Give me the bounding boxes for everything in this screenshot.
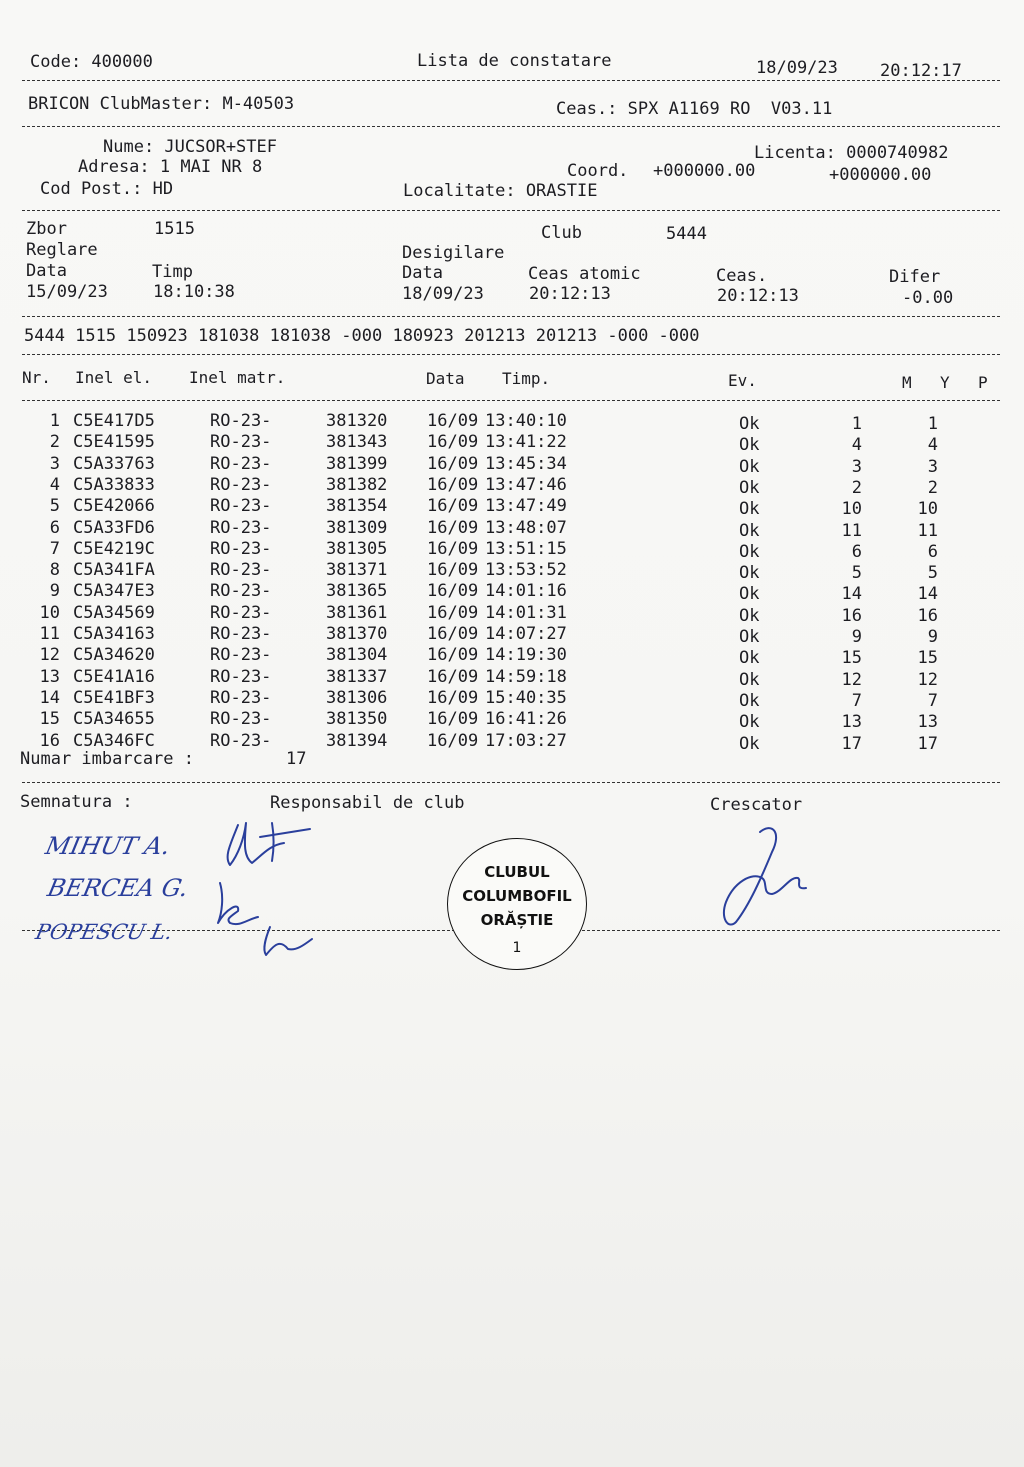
row-event: Ok — [739, 712, 760, 733]
row-ring-prefix: RO-23- — [210, 432, 272, 453]
row-inel-el: C5A346FC — [73, 730, 155, 751]
row-nr: 12 — [39, 645, 60, 666]
row-m: 16 — [841, 605, 862, 626]
row-inel-el: C5E41595 — [73, 432, 155, 453]
row-event: Ok — [739, 584, 760, 605]
row-y: 14 — [917, 584, 938, 605]
row-ring-prefix: RO-23- — [210, 687, 272, 708]
boarding-count-value: 17 — [286, 749, 307, 769]
row-date: 16/09 — [427, 730, 479, 751]
club-stamp — [447, 838, 587, 970]
row-ring-prefix: RO-23- — [210, 411, 272, 431]
code-label: Code: 400000 — [30, 52, 153, 72]
row-ring-prefix: RO-23- — [210, 453, 272, 474]
signature-label: Semnatura : — [20, 792, 133, 812]
reglare-timp-label: Timp — [152, 262, 193, 282]
reglare-data-label: Data — [26, 261, 67, 281]
row-y: 2 — [927, 477, 938, 498]
row-m: 7 — [851, 690, 862, 711]
row-ring-prefix: RO-23- — [210, 538, 272, 559]
row-y: 3 — [927, 456, 938, 477]
desig-clock-time: 20:12:13 — [717, 286, 799, 306]
row-time: 13:41:22 — [485, 432, 567, 453]
row-nr: 7 — [49, 538, 60, 559]
stamp-line-1: CLUBUL — [484, 863, 550, 881]
stamp-line-2: COLUMBOFIL — [462, 887, 572, 905]
locality: Localitate: ORASTIE — [403, 181, 598, 201]
row-m: 17 — [841, 733, 862, 754]
row-ring-number: 381370 — [326, 624, 388, 644]
flight-code-line: 5444 1515 150923 181038 181038 -000 180923 201213 201213 -000 -000 — [24, 326, 700, 346]
col-header-nr: Nr. — [22, 368, 51, 387]
row-time: 13:53:52 — [485, 560, 567, 581]
row-nr: 10 — [39, 602, 60, 623]
row-nr: 3 — [49, 453, 60, 474]
row-m: 2 — [851, 477, 862, 498]
row-m: 5 — [851, 563, 862, 584]
row-nr: 13 — [39, 666, 60, 687]
document-title: Lista de constatare — [417, 51, 612, 71]
row-nr: 11 — [39, 624, 60, 644]
row-nr: 2 — [49, 432, 60, 453]
divider — [22, 400, 1000, 401]
divider — [22, 210, 1000, 211]
row-time: 13:48:07 — [485, 517, 567, 538]
row-time: 13:45:34 — [485, 453, 567, 474]
row-event: Ok — [739, 499, 760, 520]
row-time: 16:41:26 — [485, 709, 567, 730]
row-inel-el: C5A33833 — [73, 474, 155, 495]
desig-atomic-time: 20:12:13 — [529, 284, 611, 304]
signature-scribbles — [200, 805, 340, 965]
stamp-line-3: ORĂȘTIE — [480, 911, 554, 929]
row-ring-prefix: RO-23- — [210, 560, 272, 581]
row-y: 12 — [917, 669, 938, 690]
row-time: 13:51:15 — [485, 538, 567, 559]
difference-label: Difer — [889, 267, 941, 287]
owner-address: Adresa: 1 MAI NR 8 — [78, 157, 263, 177]
divider — [22, 80, 1000, 81]
row-inel-el: C5A34163 — [73, 624, 155, 644]
row-time: 14:01:16 — [485, 581, 567, 602]
row-event: Ok — [739, 733, 760, 754]
desig-data-label: Data — [402, 263, 443, 283]
row-date: 16/09 — [427, 666, 479, 687]
row-time: 13:47:46 — [485, 474, 567, 495]
row-nr: 14 — [39, 687, 60, 708]
row-date: 16/09 — [427, 432, 479, 453]
row-y: 17 — [917, 733, 938, 754]
row-y: 1 — [927, 414, 938, 434]
row-event: Ok — [739, 541, 760, 562]
row-ring-number: 381304 — [326, 645, 388, 666]
row-event: Ok — [739, 690, 760, 711]
row-event: Ok — [739, 477, 760, 498]
col-header-p: P — [978, 373, 988, 392]
row-m: 11 — [841, 520, 862, 541]
row-time: 13:47:49 — [485, 496, 567, 517]
row-y: 13 — [917, 712, 938, 733]
row-date: 16/09 — [427, 581, 479, 602]
clock-id: Ceas.: SPX A1169 RO V03.11 — [556, 99, 833, 119]
row-ring-prefix: RO-23- — [210, 581, 272, 602]
row-ring-number: 381354 — [326, 496, 388, 517]
row-ring-number: 381320 — [326, 411, 388, 431]
row-nr: 8 — [49, 560, 60, 581]
row-time: 14:19:30 — [485, 645, 567, 666]
print-date: 18/09/23 — [756, 58, 838, 78]
row-ring-number: 381309 — [326, 517, 388, 538]
row-inel-el: C5E417D5 — [73, 411, 155, 431]
divider — [22, 316, 1000, 317]
clock-label: Ceas. — [716, 266, 768, 286]
row-ring-prefix: RO-23- — [210, 474, 272, 495]
row-time: 14:07:27 — [485, 624, 567, 644]
row-time: 14:01:31 — [485, 602, 567, 623]
coord-label: Coord. — [567, 161, 629, 181]
row-ring-number: 381337 — [326, 666, 388, 687]
postal-code: Cod Post.: HD — [40, 179, 174, 199]
row-m: 1 — [851, 414, 862, 434]
col-header-m: M — [902, 373, 912, 392]
row-event: Ok — [739, 435, 760, 456]
row-y: 6 — [927, 541, 938, 562]
coord-longitude: +000000.00 — [829, 165, 932, 185]
club-number: 5444 — [666, 224, 707, 244]
row-ring-prefix: RO-23- — [210, 602, 272, 623]
row-ring-number: 381365 — [326, 581, 388, 602]
row-y: 11 — [917, 520, 938, 541]
reglare-time: 18:10:38 — [153, 282, 235, 302]
row-inel-el: C5A347E3 — [73, 581, 155, 602]
row-m: 15 — [841, 648, 862, 669]
clubmaster-id: BRICON ClubMaster: M-40503 — [28, 94, 295, 114]
row-nr: 6 — [49, 517, 60, 538]
row-ring-number: 381399 — [326, 453, 388, 474]
row-event: Ok — [739, 520, 760, 541]
row-ring-number: 381382 — [326, 474, 388, 495]
row-event: Ok — [739, 648, 760, 669]
row-time: 14:59:18 — [485, 666, 567, 687]
row-ring-number: 381394 — [326, 730, 388, 751]
row-ring-prefix: RO-23- — [210, 645, 272, 666]
row-m: 6 — [851, 541, 862, 562]
row-ring-number: 381305 — [326, 538, 388, 559]
row-y: 5 — [927, 563, 938, 584]
row-date: 16/09 — [427, 687, 479, 708]
row-date: 16/09 — [427, 496, 479, 517]
row-ring-prefix: RO-23- — [210, 517, 272, 538]
row-event: Ok — [739, 563, 760, 584]
row-inel-el: C5E42066 — [73, 496, 155, 517]
row-m: 13 — [841, 712, 862, 733]
col-header-inel-matr: Inel matr. — [189, 368, 286, 387]
row-date: 16/09 — [427, 411, 479, 431]
row-inel-el: C5A33FD6 — [73, 517, 155, 538]
row-nr: 4 — [49, 474, 60, 495]
row-inel-el: C5A34620 — [73, 645, 155, 666]
print-time: 20:12:17 — [880, 61, 962, 81]
row-m: 9 — [851, 627, 862, 647]
row-inel-el: C5A34569 — [73, 602, 155, 623]
divider — [22, 126, 1000, 127]
row-y: 7 — [927, 690, 938, 711]
row-ring-number: 381371 — [326, 560, 388, 581]
row-event: Ok — [739, 669, 760, 690]
row-y: 10 — [917, 499, 938, 520]
breeder-label: Crescator — [710, 795, 803, 815]
row-m: 14 — [841, 584, 862, 605]
row-time: 13:40:10 — [485, 411, 567, 431]
row-event: Ok — [739, 456, 760, 477]
row-inel-el: C5E41BF3 — [73, 687, 155, 708]
row-event: Ok — [739, 414, 760, 434]
reglare-date: 15/09/23 — [26, 282, 108, 302]
signature-name-1: MIHUT A. — [43, 832, 173, 860]
row-inel-el: C5E41A16 — [73, 666, 155, 687]
row-date: 16/09 — [427, 602, 479, 623]
row-y: 15 — [917, 648, 938, 669]
row-ring-prefix: RO-23- — [210, 496, 272, 517]
difference-value: -0.00 — [902, 288, 954, 308]
row-ring-prefix: RO-23- — [210, 730, 272, 751]
club-responsible-label: Responsabil de club — [270, 793, 465, 813]
atomic-clock-label: Ceas atomic — [528, 264, 641, 284]
desig-date: 18/09/23 — [402, 284, 484, 304]
signature-name-2: BERCEA G. — [45, 874, 191, 902]
row-event: Ok — [739, 605, 760, 626]
license-number: Licenta: 0000740982 — [754, 143, 949, 163]
col-header-ev: Ev. — [728, 371, 757, 390]
col-header-y: Y — [940, 373, 950, 392]
row-ring-number: 381350 — [326, 709, 388, 730]
col-header-timp: Timp. — [502, 369, 551, 388]
row-m: 10 — [841, 499, 862, 520]
col-header-inel-el: Inel el. — [75, 368, 153, 387]
coord-latitude: +000000.00 — [653, 161, 756, 181]
col-header-data: Data — [426, 369, 465, 388]
row-nr: 9 — [49, 581, 60, 602]
row-nr: 5 — [49, 496, 60, 517]
row-inel-el: C5A341FA — [73, 560, 155, 581]
row-ring-prefix: RO-23- — [210, 624, 272, 644]
desigilare-label: Desigilare — [402, 243, 505, 263]
row-time: 15:40:35 — [485, 687, 567, 708]
signature-name-3: POPESCU L. — [33, 920, 175, 944]
row-inel-el: C5E4219C — [73, 538, 155, 559]
divider — [22, 354, 1000, 355]
row-m: 4 — [851, 435, 862, 456]
row-inel-el: C5A33763 — [73, 453, 155, 474]
row-time: 17:03:27 — [485, 730, 567, 751]
row-ring-number: 381306 — [326, 687, 388, 708]
reglare-label: Reglare — [26, 240, 98, 260]
row-date: 16/09 — [427, 453, 479, 474]
row-ring-number: 381343 — [326, 432, 388, 453]
row-nr: 1 — [49, 411, 60, 431]
flight-number: 1515 — [154, 219, 195, 239]
row-y: 16 — [917, 605, 938, 626]
stamp-number: 1 — [512, 940, 522, 956]
row-ring-prefix: RO-23- — [210, 666, 272, 687]
owner-name: Nume: JUCSOR+STEF — [103, 137, 277, 157]
row-inel-el: C5A34655 — [73, 709, 155, 730]
row-ring-prefix: RO-23- — [210, 709, 272, 730]
row-nr: 15 — [39, 709, 60, 730]
flight-label: Zbor — [26, 219, 67, 239]
row-y: 9 — [927, 627, 938, 647]
breeder-signature — [712, 818, 822, 936]
row-nr: 16 — [39, 730, 60, 751]
row-date: 16/09 — [427, 709, 479, 730]
row-date: 16/09 — [427, 517, 479, 538]
row-y: 4 — [927, 435, 938, 456]
row-date: 16/09 — [427, 624, 479, 644]
club-label: Club — [541, 223, 582, 243]
row-m: 12 — [841, 669, 862, 690]
boarding-count-label: Numar imbarcare : — [20, 749, 194, 769]
divider — [22, 782, 1000, 783]
row-date: 16/09 — [427, 645, 479, 666]
row-event: Ok — [739, 627, 760, 647]
row-ring-number: 381361 — [326, 602, 388, 623]
row-date: 16/09 — [427, 560, 479, 581]
row-m: 3 — [851, 456, 862, 477]
row-date: 16/09 — [427, 474, 479, 495]
row-date: 16/09 — [427, 538, 479, 559]
